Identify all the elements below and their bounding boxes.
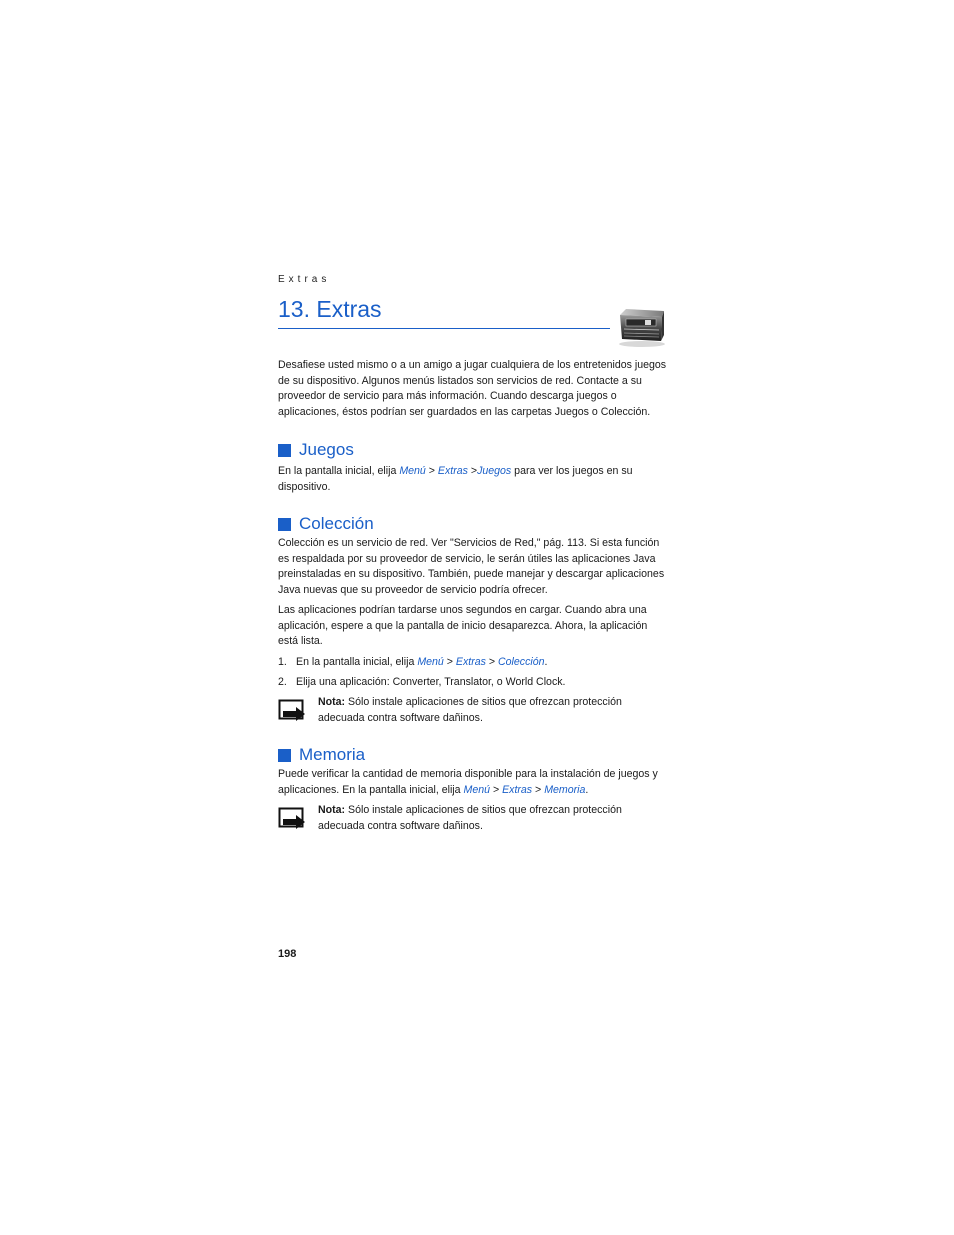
section-heading-label: Juegos xyxy=(299,440,354,459)
menu-link-juegos[interactable]: Juegos xyxy=(477,465,512,477)
section-heading-label: Colección xyxy=(299,514,374,533)
memoria-paragraph xyxy=(278,767,668,798)
separator: > xyxy=(443,656,456,668)
text-span: Elija una aplicación: Converter, Translator, o World Clock. xyxy=(296,676,566,688)
text-span: En la pantalla inicial, elija xyxy=(296,656,418,668)
section-heading-memoria xyxy=(278,745,365,765)
heading-square-icon xyxy=(278,518,291,531)
note-body: Sólo instale aplicaciones de sitios que ofrezcan protección adecuada contra software dañinos. xyxy=(318,804,622,832)
menu-link-menu[interactable]: Menú xyxy=(463,783,490,796)
note-body: Sólo instale aplicaciones de sitios que ofrezcan protección adecuada contra software dañinos. xyxy=(318,696,622,724)
chapter-title: 13. Extras xyxy=(278,296,382,322)
note-icon xyxy=(278,807,308,829)
menu-link-extras[interactable]: Extras xyxy=(502,783,533,796)
menu-link-coleccion[interactable]: Colección xyxy=(498,656,545,668)
section-heading-coleccion xyxy=(278,514,374,534)
coleccion-step-2 xyxy=(278,675,668,691)
note-icon xyxy=(278,699,308,721)
running-header: Extras xyxy=(278,274,331,285)
separator: > xyxy=(467,465,478,477)
menu-link-extras[interactable]: Extras xyxy=(437,465,468,477)
step-number: 2. xyxy=(278,676,287,688)
note-label: Nota: xyxy=(318,696,346,708)
coleccion-paragraph-1: Colección es un servicio de red. Ver "Servicios de Red," pág. 113. Si esta función es respaldada por su proveedor de servicio, le serán útiles las aplicaciones Java preinstaladas en su dispositivo. También, puede manejar y descargar aplicaciones Java nuevas que su proveedor de servicio podría ofrecer. xyxy=(278,537,665,596)
coleccion-step-1 xyxy=(278,655,668,671)
section-heading-label: Memoria xyxy=(299,745,366,764)
separator: > xyxy=(490,783,503,796)
text-span: En la pantalla inicial, elija xyxy=(278,465,400,477)
heading-square-icon xyxy=(278,444,291,457)
memoria-note xyxy=(318,803,658,834)
step-number: 1. xyxy=(278,656,287,668)
coleccion-note xyxy=(318,695,658,726)
coleccion-paragraph-2: Las aplicaciones podrían tardarse unos segundos en cargar. Cuando abra una aplicación, espere a que la pantalla de inicio desaparezca. Ahora, la aplicación está lista. xyxy=(278,604,648,648)
text-span: para ver los juegos en su dispositivo. xyxy=(278,465,633,493)
menu-link-memoria[interactable]: Memoria xyxy=(544,783,586,796)
menu-link-extras[interactable]: Extras xyxy=(455,656,486,668)
juegos-paragraph xyxy=(278,464,638,495)
page-number: 198 xyxy=(278,948,297,960)
section-heading-juegos xyxy=(278,440,354,460)
text-span: Puede verificar la cantidad de memoria disponible para la instalación de juegos y aplicaciones. En la pantalla inicial, elija xyxy=(278,768,658,796)
separator: > xyxy=(425,465,438,477)
note-label: Nota: xyxy=(318,804,346,816)
title-rule xyxy=(278,328,610,329)
text-span: . xyxy=(544,656,548,668)
heading-square-icon xyxy=(278,749,291,762)
separator: > xyxy=(532,783,545,796)
intro-paragraph: Desafiese usted mismo o a un amigo a jugar cualquiera de los entretenidos juegos de su dispositivo. Algunos menús listados son servicios de red. Contacte a su proveedor de servicio para más información. Cuando descarga juegos o aplicaciones, éstos podrían ser guardados en las carpetas Juegos o Colección. xyxy=(278,359,667,418)
menu-link-menu[interactable]: Menú xyxy=(399,465,426,477)
menu-link-menu[interactable]: Menú xyxy=(417,656,444,668)
text-span: . xyxy=(585,783,589,796)
game-console-icon xyxy=(614,305,666,347)
separator: > xyxy=(485,656,498,668)
